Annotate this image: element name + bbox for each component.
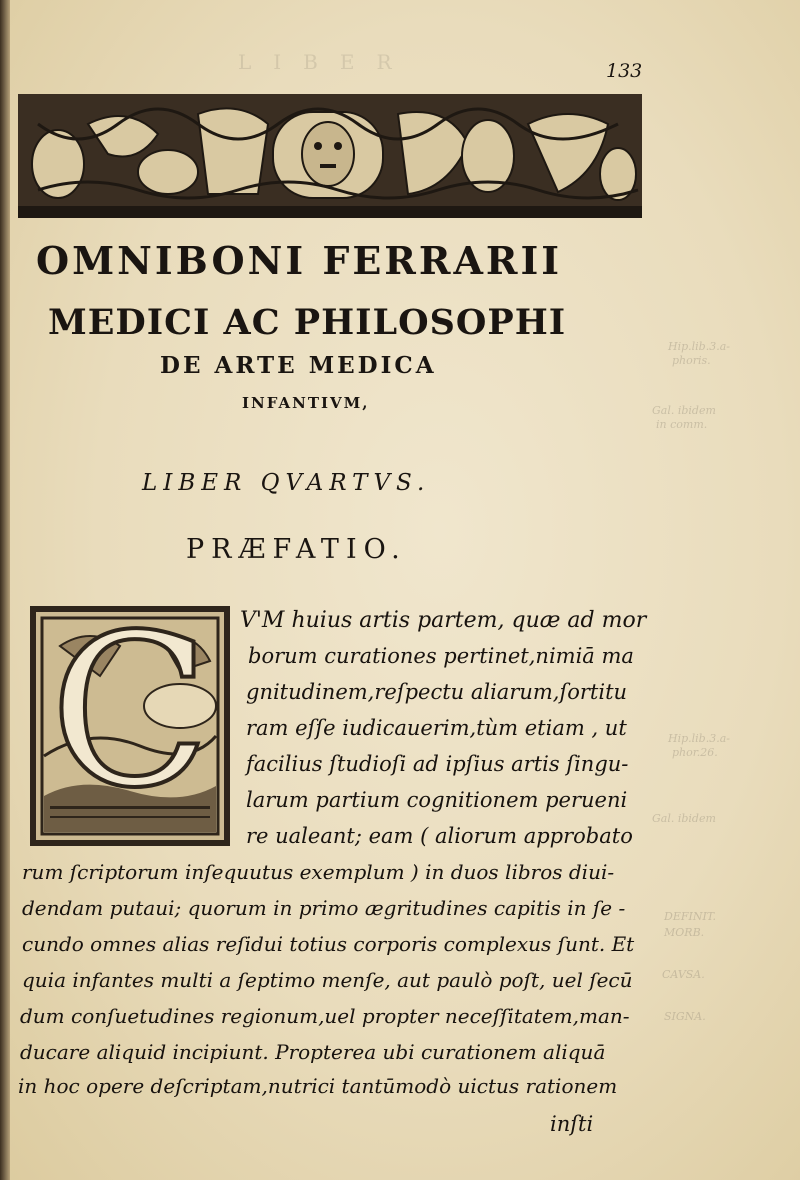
bleed-side-note: in comm. — [656, 418, 708, 431]
bleed-side-note: Hip.lib.3.a- — [668, 340, 730, 353]
bleed-side-note: CAVSA. — [662, 968, 705, 981]
body-line: re ualeant; eam ( aliorum approbato — [246, 824, 633, 848]
body-line: dum conſuetudines regionum,uel propter neceſſitatem,man- — [20, 1004, 630, 1028]
body-line: larum partium cognitionem perueni — [246, 788, 628, 812]
bleed-through-running-head: LIBER — [238, 50, 414, 74]
bleed-side-note: Gal. ibidem — [652, 812, 716, 825]
title-subject: DE ARTE MEDICA — [160, 352, 437, 379]
body-line: in hoc opere deſcriptam,nutrici tantūmodò uictus rationem — [18, 1074, 618, 1098]
catchword: inſti — [550, 1112, 594, 1136]
bleed-side-note: SIGNA. — [664, 1010, 706, 1023]
body-line: cundo omnes alias reſidui totius corporis complexus ſunt. Et — [22, 932, 635, 956]
body-line: V'M huius artis partem, quæ ad mor — [240, 608, 647, 633]
body-line: facilius ſtudioſi ad ipſius artis ſingu- — [246, 752, 629, 776]
body-line: rum ſcriptorum inſequutus exemplum ) in duos libros diui- — [22, 860, 615, 884]
body-line: ram eſſe iudicauerim,tùm etiam , ut — [246, 716, 627, 740]
initial-letter: C — [49, 606, 211, 834]
bleed-side-note: Hip.lib.3.a- — [668, 732, 730, 745]
ornamental-headpiece — [18, 94, 642, 218]
book-title: LIBER QVARTVS. — [142, 470, 431, 496]
bleed-side-note: Gal. ibidem — [652, 404, 716, 417]
title-author-name: OMNIBONI FERRARII — [36, 238, 563, 283]
page-gutter-edge — [0, 0, 10, 1180]
page-number: 133 — [606, 60, 643, 82]
decorated-initial-c — [30, 606, 230, 846]
body-line: quia infantes multi a ſeptimo menſe, aut paulò poſt, uel ſecū — [22, 968, 633, 992]
bleed-side-note: DEFINIT. — [664, 910, 717, 923]
body-line: gnitudinem,reſpectu aliarum,ſortitu — [246, 680, 628, 704]
bleed-side-note: MORB. — [664, 926, 705, 939]
bleed-side-note: phor.26. — [672, 746, 718, 759]
body-line: dendam putaui; quorum in primo ægritudines capitis in ſe - — [22, 896, 626, 920]
bleed-side-note: phoris. — [672, 354, 711, 367]
title-subject-continued: INFANTIVM, — [242, 394, 370, 412]
body-line: ducare aliquid incipiunt. Propterea ubi curationem aliquā — [20, 1040, 606, 1064]
body-line: borum curationes pertinet,nimiā ma — [248, 644, 634, 668]
section-heading: PRÆFATIO. — [186, 534, 407, 565]
title-author-profession: MEDICI AC PHILOSOPHI — [48, 302, 567, 343]
